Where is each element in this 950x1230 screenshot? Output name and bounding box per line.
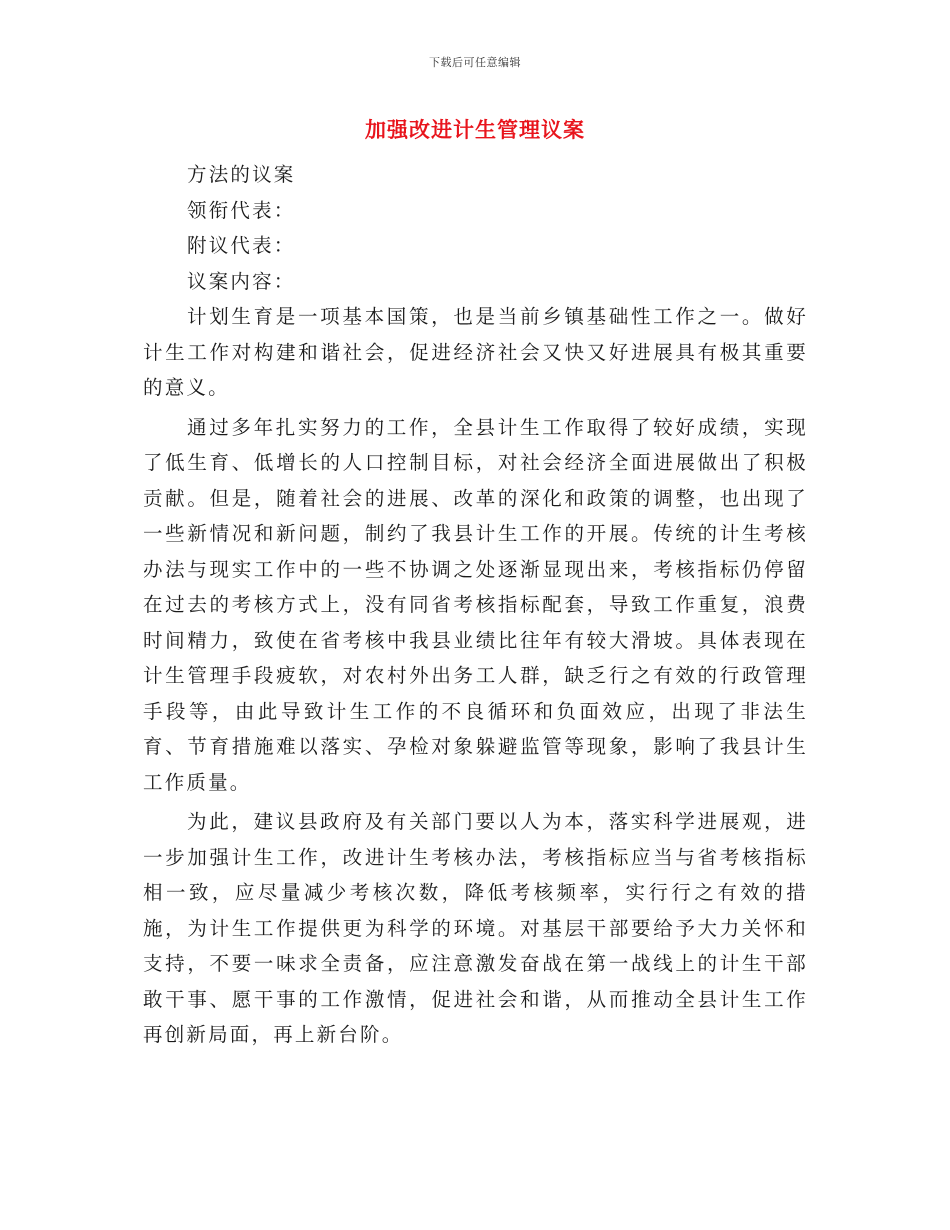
paragraph-recommendation: 为此，建议县政府及有关部门要以人为本，落实科学进展观，进一步加强计生工作，改进计生考核办法，考核指标应当与省考核指标相一致，应尽量减少考核次数，降低考核频率，实行行之有效的措施，为计生工作提供更为科学的环境。对基层干部要给予大力关怀和支持，不要一味求全责备，应注意激发奋战在第一战线上的计生干部敢干事、愿干事的工作激情，促进社会和谐，从而推动全县计生工作再创新局面，再上新台阶。 (143, 810, 808, 1046)
paragraph-intro: 计划生育是一项基本国策，也是当前乡镇基础性工作之一。做好计生工作对构建和谐社会，促进经济社会又快又好进展具有极其重要的意义。 (143, 305, 808, 399)
document-title: 加强改进计生管理议案 (365, 117, 585, 142)
field-proposal-content: 议案内容： (187, 269, 296, 293)
field-lead-representative: 领衔代表： (187, 198, 296, 222)
document-body (143, 157, 808, 1053)
field-co-representatives: 附议代表： (187, 234, 296, 257)
paragraph-situation: 通过多年扎实努力的工作，全县计生工作取得了较好成绩，实现了低生育、低增长的人口控制目标，对社会经济全面进展做出了积极贡献。但是，随着社会的进展、改革的深化和政策的调整，也出现了一些新情况和新问题，制约了我县计生工作的开展。传统的计生考核办法与现实工作中的一些不协调之处逐渐显现出来，考核指标仍停留在过去的考核方式上，没有同省考核指标配套，导致工作重复，浪费时间精力，致使在省考核中我县业绩比往年有较大滑坡。具体表现在计生管理手段疲软，对农村外出务工人群，缺乏行之有效的行政管理手段等，由此导致计生工作的不良循环和负面效应，出现了非法生育、节育措施难以落实、孕检对象躲避监管等现象，影响了我县计生工作质量。 (143, 415, 808, 794)
field-method: 方法的议案 (187, 163, 296, 186)
page-header-note: 下载后可任意编辑 (429, 56, 521, 69)
